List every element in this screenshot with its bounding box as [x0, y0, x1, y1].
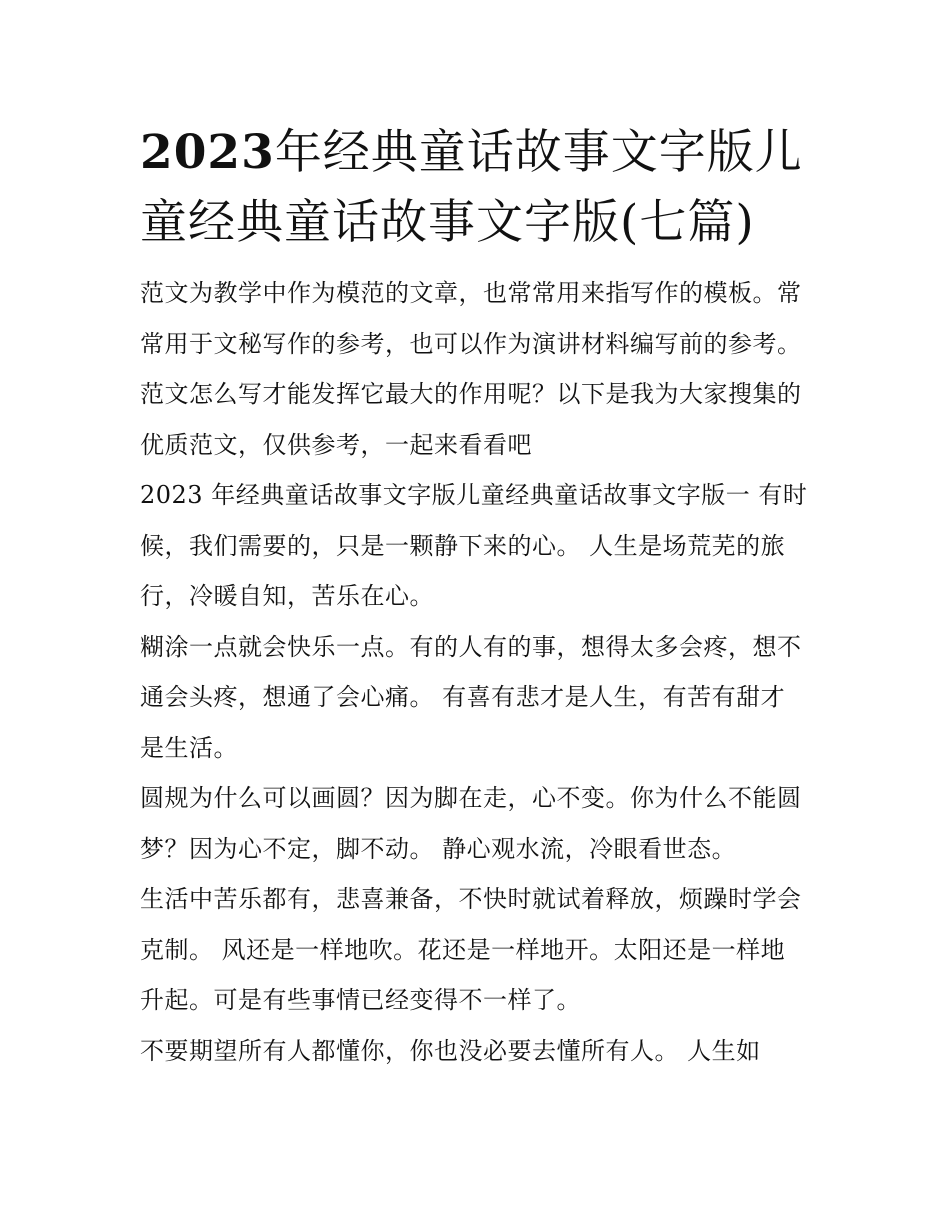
text-line: 不要期望所有人都懂你，你也没必要去懂所有人。 人生如: [140, 1036, 761, 1065]
text-line: 是生活。: [140, 733, 238, 762]
paragraph-story-2: [140, 622, 820, 774]
text-line: 候，我们需要的，只是一颗静下来的心。 人生是场荒芜的旅: [140, 531, 786, 560]
text-line: 范文怎么写才能发挥它最大的作用呢？以下是我为大家搜集的: [140, 380, 802, 408]
paragraph-intro: [140, 268, 820, 470]
paragraph-story-3: [140, 773, 820, 874]
text-line: 行，冷暖自知，苦乐在心。: [140, 582, 434, 610]
document-title: [140, 118, 820, 258]
text-line: 梦？因为心不定，脚不动。 静心观水流，冷眼看世态。: [140, 834, 737, 863]
title-line1-rest: 年经典童话故事文字版儿: [274, 125, 803, 180]
text-line: 常用于文秘写作的参考，也可以作为演讲材料编写前的参考。: [140, 329, 802, 358]
text-line: 2023 年经典童话故事文字版儿童经典童话故事文字版一 有时: [140, 481, 808, 509]
text-line: 克制。 风还是一样地吹。花还是一样地开。太阳还是一样地: [140, 935, 786, 964]
text-line: 通会头疼，想通了会心痛。 有喜有悲才是人生，有苦有甜才: [140, 683, 786, 711]
paragraph-story-1: [140, 470, 820, 622]
text-line: 范文为教学中作为模范的文章，也常常用来指写作的模板。常: [140, 279, 802, 307]
title-year: 2023: [140, 125, 275, 180]
paragraph-story-4: [140, 874, 820, 1026]
document-page: [140, 118, 820, 1076]
text-line: 优质范文，仅供参考，一起来看看吧: [140, 430, 532, 459]
text-line: 生活中苦乐都有，悲喜兼备，不快时就试着释放，烦躁时学会: [140, 885, 802, 913]
paragraph-story-5: [140, 1026, 820, 1077]
text-line: 糊涂一点就会快乐一点。有的人有的事，想得太多会疼，想不: [140, 632, 802, 661]
title-line2: 童经典童话故事文字版(七篇): [140, 195, 755, 250]
text-line: 圆规为什么可以画圆？因为脚在走，心不变。你为什么不能圆: [140, 784, 802, 812]
text-line: 升起。可是有些事情已经变得不一样了。: [140, 986, 581, 1014]
